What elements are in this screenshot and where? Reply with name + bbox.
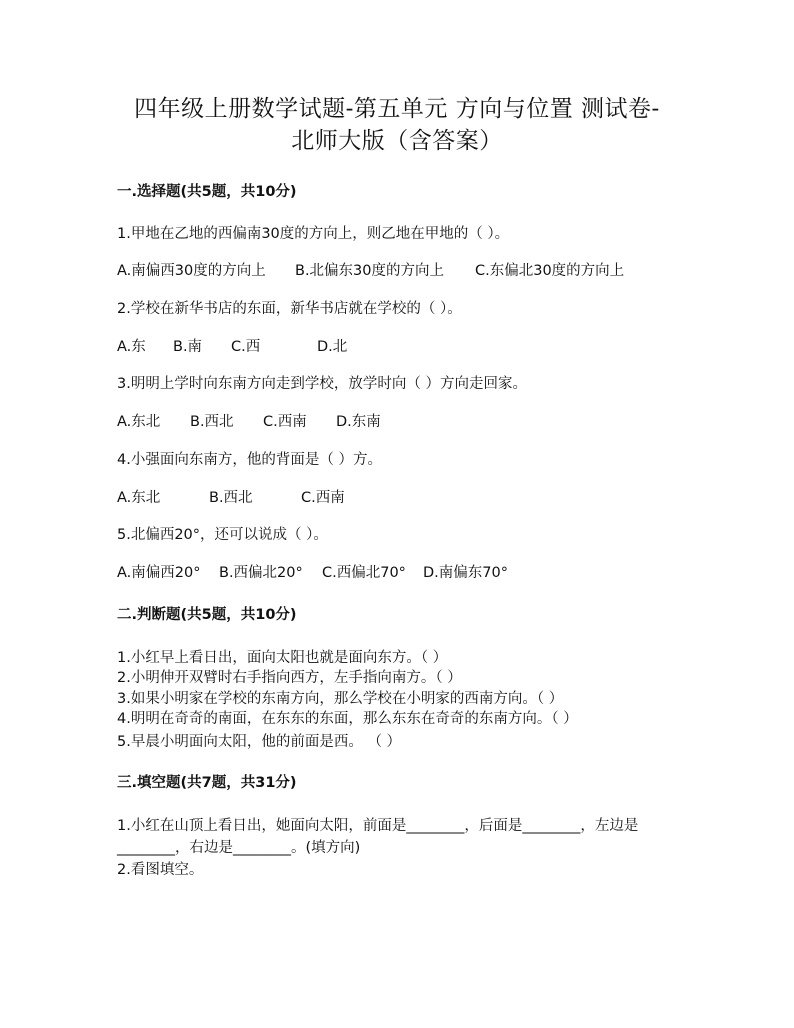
question-1-options [117, 261, 624, 281]
question-3-options [117, 412, 381, 432]
option-a: A.东 [117, 339, 146, 355]
judgement-item-4: 4.明明在奇奇的南面，在东东的东面，那么东东在奇奇的东南方向。（ ） [117, 711, 578, 727]
section-heading-choice: 一.选择题(共5题，共10分) [117, 184, 297, 200]
question-1: 1.甲地在乙地的西偏南30度的方向上，则乙地在甲地的（ ）。 [117, 226, 510, 242]
option-c: C.西 [231, 339, 261, 355]
judgement-item-1: 1.小红早上看日出，面向太阳也就是面向东方。（ ） [117, 650, 448, 666]
option-c: C.西南 [301, 490, 345, 506]
option-b: B.西偏北20° [219, 565, 303, 581]
option-a: A.东北 [117, 490, 161, 506]
option-a: A.东北 [117, 414, 161, 430]
option-c: C.东偏北30度的方向上 [475, 263, 625, 279]
question-4-options [117, 488, 345, 508]
option-b: B.西北 [209, 490, 253, 506]
document-title-line-1: 四年级上册数学试题-第五单元 方向与位置 测试卷- [134, 96, 660, 122]
fill-in-question-2: 2.看图填空。 [117, 862, 204, 878]
document-title-line-2: 北师大版（含答案） [291, 128, 503, 154]
option-b: B.北偏东30度的方向上 [295, 263, 445, 279]
option-a: A.南偏西30度的方向上 [117, 263, 266, 279]
judgement-item-2: 2.小明伸开双臂时右手指向西方，左手指向南方。（ ） [117, 670, 462, 686]
section-heading-fill-in: 三.填空题(共7题，共31分) [117, 775, 297, 791]
question-2: 2.学校在新华书店的东面，新华书店就在学校的（ ）。 [117, 301, 462, 317]
question-5: 5.北偏西20°，还可以说成（ ）。 [117, 527, 328, 543]
question-4: 4.小强面向东南方，他的背面是（ ）方。 [117, 452, 382, 468]
option-b: B.西北 [190, 414, 234, 430]
section-heading-judgement: 二.判断题(共5题，共10分) [117, 607, 297, 623]
option-a: A.南偏西20° [117, 565, 201, 581]
question-3: 3.明明上学时向东南方向走到学校，放学时向（ ）方向走回家。 [117, 376, 527, 392]
question-5-options [117, 563, 508, 583]
option-b: B.南 [173, 339, 203, 355]
judgement-item-5: 5.早晨小明面向太阳，他的前面是西。 （ ） [117, 734, 402, 750]
fill-in-question-1-line-1: 1.小红在山顶上看日出，她面向太阳，前面是________，后面是________，左边是 [117, 818, 639, 834]
judgement-item-3: 3.如果小明家在学校的东南方向，那么学校在小明家的西南方向。（ ） [117, 691, 564, 707]
option-d: D.北 [317, 339, 348, 355]
fill-in-question-1-line-2: ________，右边是________。(填方向) [117, 840, 361, 856]
option-c: C.西偏北70° [322, 565, 406, 581]
option-d: D.东南 [336, 414, 381, 430]
option-c: C.西南 [263, 414, 307, 430]
question-2-options [117, 337, 347, 357]
option-d: D.南偏东70° [423, 565, 508, 581]
